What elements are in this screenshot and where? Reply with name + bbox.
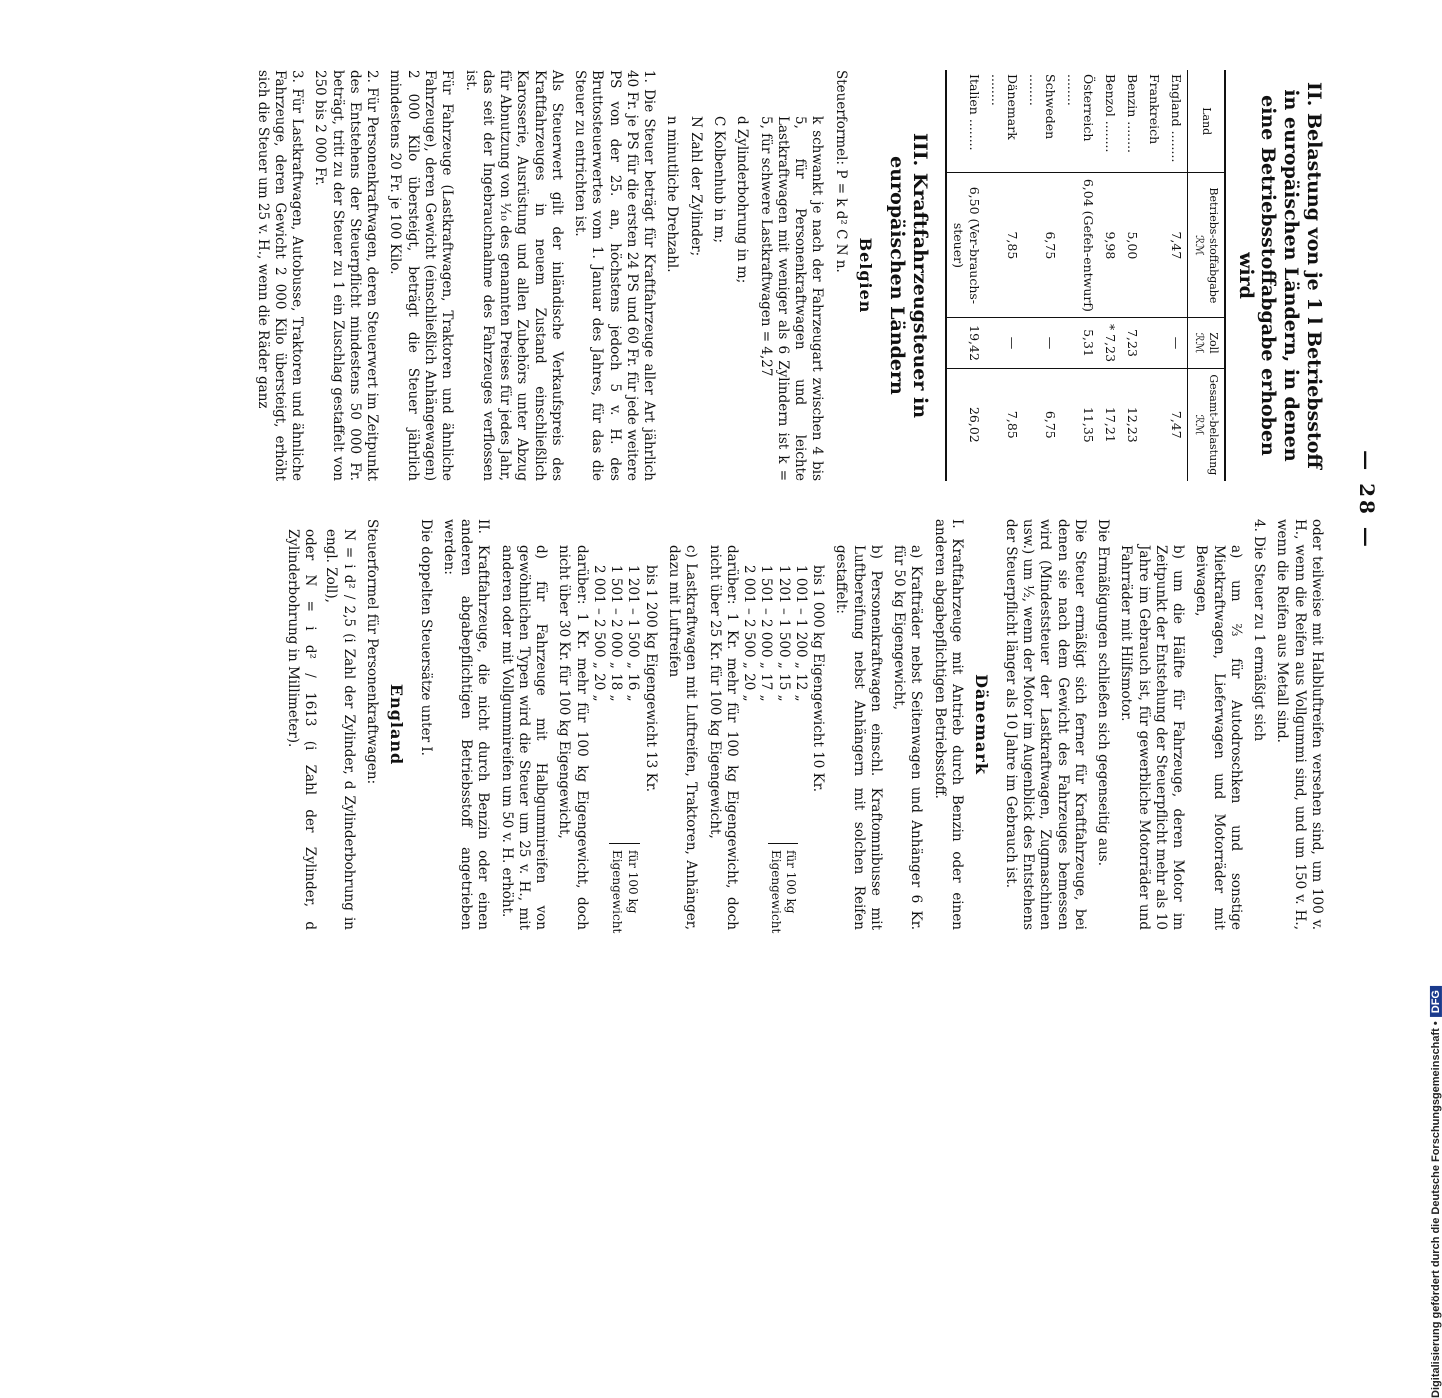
table-cell: — <box>1023 318 1061 368</box>
paragraph: II. Kraftfahrzeuge, die nicht durch Benzin oder einen anderen abgabepflichtigen Betriebsstoff angetrieben werden: <box>440 519 492 930</box>
rate-note: für 100 kg Eigengewicht <box>768 843 799 930</box>
formula-line: N = i d² / 2,5 (i Zahl der Zylinder, d Zylinderbohrung in engl. Zoll), <box>323 529 357 930</box>
paragraph: oder teilweise mit Halbluftreifen versehen sind, um 100 v. H., wenn die Reifen aus Vollgummi sind, und um 150 v. H., wenn die Reifen aus Metall sind. <box>1274 519 1325 930</box>
scanned-page <box>17 30 1417 970</box>
table-cell: 7,23 <box>1121 318 1143 368</box>
dfg-logo: DFG <box>1430 986 1442 1017</box>
rate-line: 2 001 – 2 500 „ 20 „ <box>741 565 758 702</box>
section-ii-title: II. Belastung von je 1 l Betriebsstoff in europäischen Ländern, in denen eine Betriebsstoffabgabe erhoben wird <box>1234 81 1325 470</box>
table-cell: 6,50 (Ver-brauchs-steuer) <box>946 173 985 318</box>
table-cell: 5,31 <box>1061 318 1099 368</box>
table-cell: — <box>985 318 1023 368</box>
rate-line: 1 201 – 1 500 „ 16 „ <box>625 565 642 702</box>
paragraph: Die doppelten Steuersätze unter I. <box>417 519 434 756</box>
table-header: Betriebs-stoffabgabe ℛℳ <box>1187 173 1225 318</box>
table-header: Land <box>1187 70 1225 173</box>
left-column <box>57 70 1325 481</box>
table-cell: * 7,23 <box>1099 318 1121 368</box>
paragraph: Steuerformel für Personenkraftwagen: <box>363 519 380 785</box>
paragraph: 1. Die Steuer beträgt für Kraftfahrzeuge aller Art jährlich 40 Fr. je PS für die ersten 24 PS und 60 Fr. für jede weitere PS von der 25. an, höchstens jedoch 5 v. H. des Bruttosteuerwertes vom 1. Januar des Jahres, für das die Steuer zu entrichten ist. <box>572 70 658 481</box>
table-cell: Frankreich <box>1146 74 1162 145</box>
digitization-credit <box>1412 6 1442 1398</box>
table-row <box>1165 70 1188 481</box>
table-cell <box>1143 173 1165 318</box>
formula-legend: C Kolbenhub in m; <box>711 116 727 244</box>
table-cell: 11,35 <box>1061 368 1099 481</box>
rate-line: 1 501 – 2 000 „ 18 „ <box>608 565 625 702</box>
table-row <box>1121 70 1143 481</box>
table-row <box>1143 70 1165 481</box>
table-cell: 7,47 <box>1165 173 1188 318</box>
section-iii-title: III. Kraftfahrzeugsteuer in europäischen Ländern <box>885 132 931 419</box>
table-cell: 7,85 <box>985 173 1023 318</box>
table-row <box>985 70 1023 481</box>
table-cell: 6,04 (Gefeh-entwurf) <box>1061 173 1099 318</box>
formula-legend: k schwankt je nach der Fahrzeugart zwischen 4 bis 5, für Personenkraftwagen und leichte Lastkraftwagen mit weniger als 6 Zylindern ist k = 5, für schwere Lastkraftwagen = 4,27 <box>757 116 826 481</box>
table-header: Zoll ℛℳ <box>1187 318 1225 368</box>
table-cell <box>1143 318 1165 368</box>
paragraph: I. Kraftfahrzeuge mit Antrieb durch Benzin oder einen anderen abgabepflichtigen Betriebsstoff. <box>931 519 966 930</box>
page-number: — 28 — <box>1355 450 1379 550</box>
paragraph: Als Steuerwert gilt der inländische Verkaufspreis des Kraftfahrzeuges in neuem Zustand einschließlich Karosserie, Ausrüstung und allen Zubehörs unter Abzug für Abnutzung von ¹⁄₁₀ des genannten Preises für jedes Jahr, das seit der Ingebrauchnahme des Fahrzeuges verflossen ist. <box>462 70 565 481</box>
table-cell: 19,42 <box>946 318 985 368</box>
paragraph: 4. Die Steuer zu 1 ermäßigt sich <box>1251 519 1268 742</box>
rate-table-c <box>590 519 659 934</box>
paragraph: Die Steuer ermäßigt sich ferner für Kraftfahrzeuge, bei denen sie nach dem Gewicht des Fahrzeuges bemessen wird (Mindeststeuer der Lastkraftwagen, Zugmaschinen usw.) um ¹⁄₂, wenn der Motor im Augenblick des Entstehens der Steuerpflicht länger als 10 Jahre im Gebrauch ist. <box>1002 519 1088 930</box>
paragraph: Die Ermäßigungen schließen sich gegenseitig aus. <box>1095 519 1112 866</box>
rate-note: für 100 kg Eigengewicht <box>609 843 640 930</box>
table-row <box>1061 70 1099 481</box>
rate-line: 1 001 – 1 200 „ 12 „ <box>792 565 809 702</box>
rate-line: 2 001 – 2 500 „ 20 „ <box>590 565 607 702</box>
table-cell: 6,75 <box>1023 173 1061 318</box>
table-row <box>1099 70 1121 481</box>
formula-line: Steuerformel: P = k d² C N n. <box>832 70 849 273</box>
fuel-tax-table <box>945 70 1226 481</box>
table-cell: 9,98 <box>1099 173 1121 318</box>
table-cell: 17,21 <box>1099 368 1121 481</box>
paragraph: d) für Fahrzeuge mit Halbgummireifen von gewöhnlichen Typen wird die Steuer um 25 v. H., mit anderen oder mit Vollgummireifen um 50 v. H. erhöht. <box>498 545 550 930</box>
table-body <box>946 70 1188 481</box>
paragraph: 3. Für Lastkraftwagen, Autobusse, Traktoren und ähnliche Fahrzeuge, deren Gewicht 2 000 Kilo übersteigt, erhöht sich die Steuer um 25 v. H., wenn die Räder ganz <box>254 70 306 481</box>
paragraph: a) um ²⁄₃ für Autodroschken und sonstige Mietkraftwagen, Lieferwagen und Motorräder mit Beiwagen, <box>1193 545 1244 930</box>
table-cell: Italien ........ <box>946 70 985 173</box>
table-cell: Österreich ........ <box>1064 74 1096 142</box>
paragraph: a) Krafträder nebst Seitenwagen und Anhänger 6 Kr. für 50 kg Eigengewicht, <box>891 545 925 930</box>
table-cell: England ........ <box>1168 74 1184 163</box>
paragraph: darüber: 1 Kr. mehr für 100 kg Eigengewicht, doch nicht über 25 Kr. für 100 kg Eigengewicht, <box>706 545 740 930</box>
paragraph: Für Fahrzeuge (Lastkraftwagen, Traktoren und ähnliche Fahrzeuge), deren Gewicht (einschließlich Anhängewagen) 2 000 Kilo übersteigt, beträgt die Steuer jährlich mindestens 20 Fr. je 100 Kilo. <box>387 70 456 481</box>
table-cell: 12,23 <box>1121 368 1143 481</box>
table-cell: 5,00 <box>1121 173 1143 318</box>
table-cell <box>1143 368 1165 481</box>
belgien-heading: Belgien <box>856 237 876 314</box>
right-column <box>57 519 1325 934</box>
rate-line: 1 201 – 1 500 „ 15 „ <box>775 565 792 702</box>
credit-text: Digitalisierung gefördert durch die Deutsche Forschungsgemeinschaft • <box>1430 1021 1442 1398</box>
table-header: Gesamt-belastung ℛℳ <box>1187 368 1225 481</box>
table-cell: Benzol ........ <box>1102 74 1118 153</box>
paragraph: c) Lastkraftwagen mit Luftreifen, Traktoren, Anhänger, dazu mit Luftreifen <box>666 545 700 930</box>
england-heading: England <box>387 683 407 766</box>
table-row <box>946 70 985 481</box>
table-cell: — <box>1165 318 1188 368</box>
formula-legend: n minutliche Drehzahl. <box>664 116 681 273</box>
table-cell: 6,75 <box>1023 368 1061 481</box>
daenemark-heading: Dänemark <box>972 674 992 775</box>
paragraph: 2. Für Personenkraftwagen, deren Steuerwert im Zeitpunkt des Entstehens der Steuerpflicht mindestens 50 000 Fr. beträgt, tritt zu der Steuer zu 1 ein Zuschlag gestaffelt von 250 bis 2 000 Fr. <box>312 70 381 481</box>
rate-line: 1 501 – 2 000 „ 17 „ <box>758 565 775 702</box>
table-row <box>1023 70 1061 481</box>
table-header-row <box>1187 70 1225 481</box>
paragraph: b) Personenkraftwagen einschl. Kraftomnibusse mit Luftbereifung nebst Anhängern mit solchen Reifen gestaffelt: <box>833 545 884 930</box>
rate-table-b <box>740 519 827 934</box>
rate-line: bis 1 000 kg Eigengewicht 10 Kr. <box>810 565 827 793</box>
table-cell: 7,47 <box>1165 368 1188 481</box>
table-cell: Benzin ........ <box>1124 74 1140 154</box>
formula-legend: d Zylinderbohrung in m; <box>734 116 751 284</box>
table-cell: Schweden ........ <box>1026 74 1058 140</box>
paragraph: b) um die Hälfte für Fahrzeuge, deren Motor im Zeitpunkt der Entstehung der Steuerpflicht mehr als 10 Jahre im Gebrauch ist, für gewerbliche Motorräder und Fahrräder mit Hilfsmotor. <box>1118 545 1187 930</box>
rate-line: bis 1 200 kg Eigengewicht 13 Kr. <box>642 565 659 793</box>
formula-line: oder N = i d² / 1613 (i Zahl der Zylinder, d Zylinderbohrung in Millimeter). <box>284 529 319 930</box>
formula-legend: N Zahl der Zylinder; <box>687 116 704 257</box>
table-cell: 26,02 <box>946 368 985 481</box>
paragraph: darüber: 1 Kr. mehr für 100 kg Eigengewicht, doch nicht über 30 Kr. für 100 kg Eigengewicht, <box>556 545 590 930</box>
table-cell: 7,85 <box>985 368 1023 481</box>
table-cell: Dänemark ........ <box>988 74 1020 140</box>
